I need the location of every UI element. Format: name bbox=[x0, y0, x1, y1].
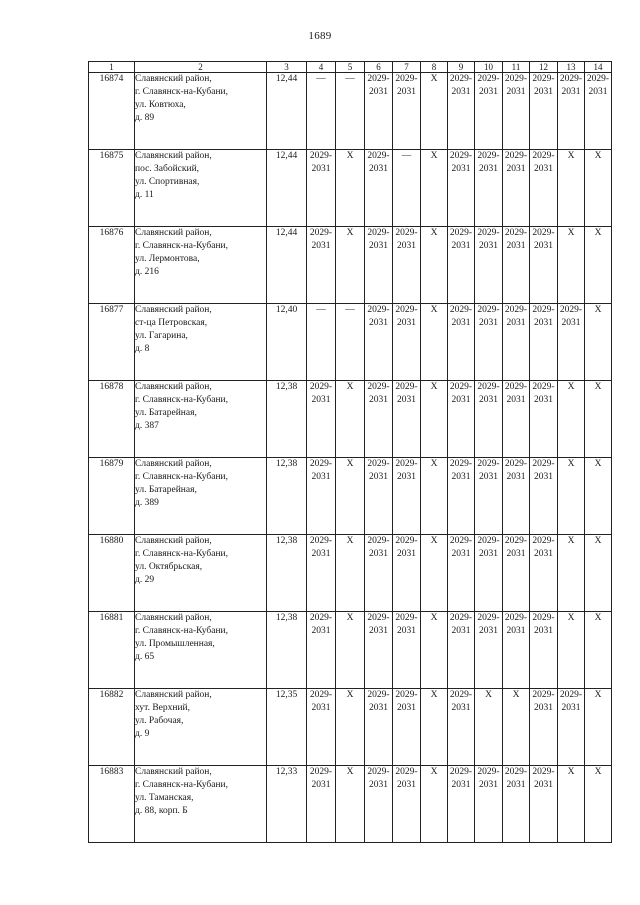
schedule-cell: 2029- 2031 bbox=[503, 381, 530, 458]
schedule-cell: X bbox=[585, 689, 612, 766]
schedule-cell: 2029- 2031 bbox=[530, 535, 558, 612]
value-cell: 12,38 bbox=[267, 458, 307, 535]
row-number: 16880 bbox=[89, 535, 135, 612]
column-header: 2 bbox=[135, 62, 267, 73]
schedule-cell: X bbox=[336, 458, 365, 535]
schedule-cell: 2029- 2031 bbox=[503, 227, 530, 304]
column-header: 6 bbox=[365, 62, 393, 73]
table-row bbox=[89, 458, 612, 535]
schedule-cell: 2029- 2031 bbox=[475, 381, 503, 458]
schedule-cell: 2029- 2031 bbox=[365, 458, 393, 535]
schedule-cell: 2029- 2031 bbox=[503, 766, 530, 843]
schedule-cell: X bbox=[585, 766, 612, 843]
value-cell: 12,38 bbox=[267, 612, 307, 689]
schedule-cell: 2029- 2031 bbox=[448, 612, 475, 689]
value-cell: 12,35 bbox=[267, 689, 307, 766]
schedule-cell: 2029- 2031 bbox=[530, 381, 558, 458]
schedule-cell: 2029- 2031 bbox=[365, 381, 393, 458]
schedule-cell: X bbox=[585, 227, 612, 304]
schedule-cell: 2029- 2031 bbox=[558, 73, 585, 150]
schedule-cell: 2029- 2031 bbox=[365, 689, 393, 766]
schedule-cell: 2029- 2031 bbox=[530, 689, 558, 766]
table-row bbox=[89, 73, 612, 150]
schedule-cell: — bbox=[307, 73, 336, 150]
schedule-cell: X bbox=[585, 458, 612, 535]
schedule-cell: 2029- 2031 bbox=[585, 73, 612, 150]
row-number: 16883 bbox=[89, 766, 135, 843]
schedule-cell: — bbox=[336, 304, 365, 381]
schedule-cell: 2029- 2031 bbox=[307, 612, 336, 689]
schedule-cell: X bbox=[558, 766, 585, 843]
schedule-cell: 2029- 2031 bbox=[475, 227, 503, 304]
schedule-cell: — bbox=[307, 304, 336, 381]
table-row bbox=[89, 227, 612, 304]
column-header: 1 bbox=[89, 62, 135, 73]
schedule-cell: 2029- 2031 bbox=[393, 304, 421, 381]
schedule-cell: 2029- 2031 bbox=[530, 304, 558, 381]
table-row bbox=[89, 381, 612, 458]
schedule-cell: X bbox=[475, 689, 503, 766]
schedule-cell: 2029- 2031 bbox=[475, 304, 503, 381]
address-cell: Славянский район, ст-ца Петровская, ул. Гагарина, д. 8 bbox=[135, 304, 267, 381]
schedule-cell: 2029- 2031 bbox=[307, 535, 336, 612]
header-row bbox=[89, 62, 612, 73]
schedule-cell: 2029- 2031 bbox=[393, 381, 421, 458]
schedule-cell: X bbox=[585, 150, 612, 227]
schedule-cell: 2029- 2031 bbox=[393, 766, 421, 843]
column-header: 13 bbox=[558, 62, 585, 73]
schedule-cell: X bbox=[421, 227, 448, 304]
schedule-cell: 2029- 2031 bbox=[530, 766, 558, 843]
column-header: 8 bbox=[421, 62, 448, 73]
table-body bbox=[89, 73, 612, 843]
schedule-cell: X bbox=[336, 535, 365, 612]
schedule-cell: X bbox=[585, 612, 612, 689]
column-header: 14 bbox=[585, 62, 612, 73]
value-cell: 12,40 bbox=[267, 304, 307, 381]
column-header: 5 bbox=[336, 62, 365, 73]
schedule-cell: 2029- 2031 bbox=[307, 689, 336, 766]
schedule-cell: 2029- 2031 bbox=[448, 381, 475, 458]
address-cell: Славянский район, г. Славянск-на-Кубани, ул. Таманская, д. 88, корп. Б bbox=[135, 766, 267, 843]
schedule-cell: 2029- 2031 bbox=[393, 612, 421, 689]
schedule-cell: 2029- 2031 bbox=[448, 458, 475, 535]
schedule-cell: 2029- 2031 bbox=[503, 612, 530, 689]
schedule-cell: X bbox=[336, 227, 365, 304]
address-cell: Славянский район, хут. Верхний, ул. Рабочая, д. 9 bbox=[135, 689, 267, 766]
schedule-cell: 2029- 2031 bbox=[558, 689, 585, 766]
schedule-cell: 2029- 2031 bbox=[448, 150, 475, 227]
schedule-cell: X bbox=[558, 458, 585, 535]
schedule-cell: 2029- 2031 bbox=[393, 535, 421, 612]
row-number: 16881 bbox=[89, 612, 135, 689]
schedule-cell: 2029- 2031 bbox=[365, 304, 393, 381]
schedule-cell: X bbox=[336, 612, 365, 689]
schedule-cell: X bbox=[336, 689, 365, 766]
schedule-cell: 2029- 2031 bbox=[307, 150, 336, 227]
schedule-cell: 2029- 2031 bbox=[365, 535, 393, 612]
schedule-cell: 2029- 2031 bbox=[475, 73, 503, 150]
schedule-cell: 2029- 2031 bbox=[530, 73, 558, 150]
schedule-cell: 2029- 2031 bbox=[448, 766, 475, 843]
column-header: 10 bbox=[475, 62, 503, 73]
schedule-cell: 2029- 2031 bbox=[530, 612, 558, 689]
schedule-cell: — bbox=[336, 73, 365, 150]
column-header: 12 bbox=[530, 62, 558, 73]
value-cell: 12,38 bbox=[267, 535, 307, 612]
value-cell: 12,44 bbox=[267, 150, 307, 227]
registry-table bbox=[88, 61, 612, 843]
schedule-cell: X bbox=[421, 689, 448, 766]
column-header: 3 bbox=[267, 62, 307, 73]
schedule-cell: X bbox=[421, 304, 448, 381]
schedule-cell: 2029- 2031 bbox=[530, 150, 558, 227]
schedule-cell: 2029- 2031 bbox=[365, 766, 393, 843]
schedule-cell: 2029- 2031 bbox=[307, 766, 336, 843]
value-cell: 12,44 bbox=[267, 73, 307, 150]
row-number: 16877 bbox=[89, 304, 135, 381]
schedule-cell: X bbox=[585, 304, 612, 381]
column-header: 9 bbox=[448, 62, 475, 73]
value-cell: 12,44 bbox=[267, 227, 307, 304]
schedule-cell: X bbox=[421, 381, 448, 458]
schedule-cell: X bbox=[558, 150, 585, 227]
schedule-cell: X bbox=[585, 381, 612, 458]
schedule-cell: 2029- 2031 bbox=[558, 304, 585, 381]
schedule-cell: 2029- 2031 bbox=[475, 150, 503, 227]
schedule-cell: 2029- 2031 bbox=[503, 73, 530, 150]
schedule-cell: 2029- 2031 bbox=[393, 73, 421, 150]
schedule-cell: 2029- 2031 bbox=[365, 612, 393, 689]
schedule-cell: X bbox=[421, 73, 448, 150]
table-row bbox=[89, 766, 612, 843]
schedule-cell: 2029- 2031 bbox=[448, 227, 475, 304]
schedule-cell: 2029- 2031 bbox=[503, 458, 530, 535]
row-number: 16879 bbox=[89, 458, 135, 535]
schedule-cell: 2029- 2031 bbox=[365, 150, 393, 227]
schedule-cell: 2029- 2031 bbox=[393, 689, 421, 766]
schedule-cell: X bbox=[558, 612, 585, 689]
address-cell: Славянский район, г. Славянск-на-Кубани, ул. Октябрьская, д. 29 bbox=[135, 535, 267, 612]
table-row bbox=[89, 535, 612, 612]
page-number: 1689 bbox=[308, 30, 332, 42]
row-number: 16876 bbox=[89, 227, 135, 304]
schedule-cell: 2029- 2031 bbox=[393, 458, 421, 535]
schedule-cell: 2029- 2031 bbox=[503, 535, 530, 612]
schedule-cell: 2029- 2031 bbox=[307, 381, 336, 458]
schedule-cell: 2029- 2031 bbox=[503, 150, 530, 227]
column-header: 7 bbox=[393, 62, 421, 73]
address-cell: Славянский район, г. Славянск-на-Кубани, ул. Батарейная, д. 387 bbox=[135, 381, 267, 458]
schedule-cell: X bbox=[336, 381, 365, 458]
schedule-cell: 2029- 2031 bbox=[530, 227, 558, 304]
schedule-cell: X bbox=[421, 612, 448, 689]
schedule-cell: 2029- 2031 bbox=[307, 458, 336, 535]
schedule-cell: X bbox=[503, 689, 530, 766]
address-cell: Славянский район, г. Славянск-на-Кубани, ул. Лермонтова, д. 216 bbox=[135, 227, 267, 304]
value-cell: 12,33 bbox=[267, 766, 307, 843]
schedule-cell: X bbox=[336, 766, 365, 843]
table-row bbox=[89, 150, 612, 227]
address-cell: Славянский район, пос. Забойский, ул. Спортивная, д. 11 bbox=[135, 150, 267, 227]
value-cell: 12,38 bbox=[267, 381, 307, 458]
table-row bbox=[89, 689, 612, 766]
schedule-cell: 2029- 2031 bbox=[393, 227, 421, 304]
schedule-cell: X bbox=[558, 227, 585, 304]
schedule-cell: X bbox=[336, 150, 365, 227]
schedule-cell: 2029- 2031 bbox=[365, 227, 393, 304]
row-number: 16878 bbox=[89, 381, 135, 458]
address-cell: Славянский район, г. Славянск-на-Кубани, ул. Ковтюха, д. 89 bbox=[135, 73, 267, 150]
address-cell: Славянский район, г. Славянск-на-Кубани, ул. Промышленная, д. 65 bbox=[135, 612, 267, 689]
schedule-cell: X bbox=[585, 535, 612, 612]
schedule-cell: 2029- 2031 bbox=[475, 535, 503, 612]
schedule-cell: 2029- 2031 bbox=[475, 612, 503, 689]
row-number: 16875 bbox=[89, 150, 135, 227]
schedule-cell: 2029- 2031 bbox=[448, 535, 475, 612]
column-header: 4 bbox=[307, 62, 336, 73]
schedule-cell: X bbox=[558, 535, 585, 612]
schedule-cell: 2029- 2031 bbox=[365, 73, 393, 150]
column-header: 11 bbox=[503, 62, 530, 73]
schedule-cell: 2029- 2031 bbox=[448, 689, 475, 766]
schedule-cell: — bbox=[393, 150, 421, 227]
row-number: 16882 bbox=[89, 689, 135, 766]
table-row bbox=[89, 612, 612, 689]
schedule-cell: X bbox=[421, 535, 448, 612]
table-header bbox=[89, 62, 612, 73]
schedule-cell: 2029- 2031 bbox=[530, 458, 558, 535]
schedule-cell: X bbox=[421, 458, 448, 535]
schedule-cell: X bbox=[421, 766, 448, 843]
row-number: 16874 bbox=[89, 73, 135, 150]
schedule-cell: X bbox=[421, 150, 448, 227]
schedule-cell: X bbox=[558, 381, 585, 458]
schedule-cell: 2029- 2031 bbox=[448, 304, 475, 381]
address-cell: Славянский район, г. Славянск-на-Кубани, ул. Батарейная, д. 389 bbox=[135, 458, 267, 535]
schedule-cell: 2029- 2031 bbox=[503, 304, 530, 381]
schedule-cell: 2029- 2031 bbox=[475, 766, 503, 843]
schedule-cell: 2029- 2031 bbox=[307, 227, 336, 304]
table-row bbox=[89, 304, 612, 381]
schedule-cell: 2029- 2031 bbox=[475, 458, 503, 535]
schedule-cell: 2029- 2031 bbox=[448, 73, 475, 150]
